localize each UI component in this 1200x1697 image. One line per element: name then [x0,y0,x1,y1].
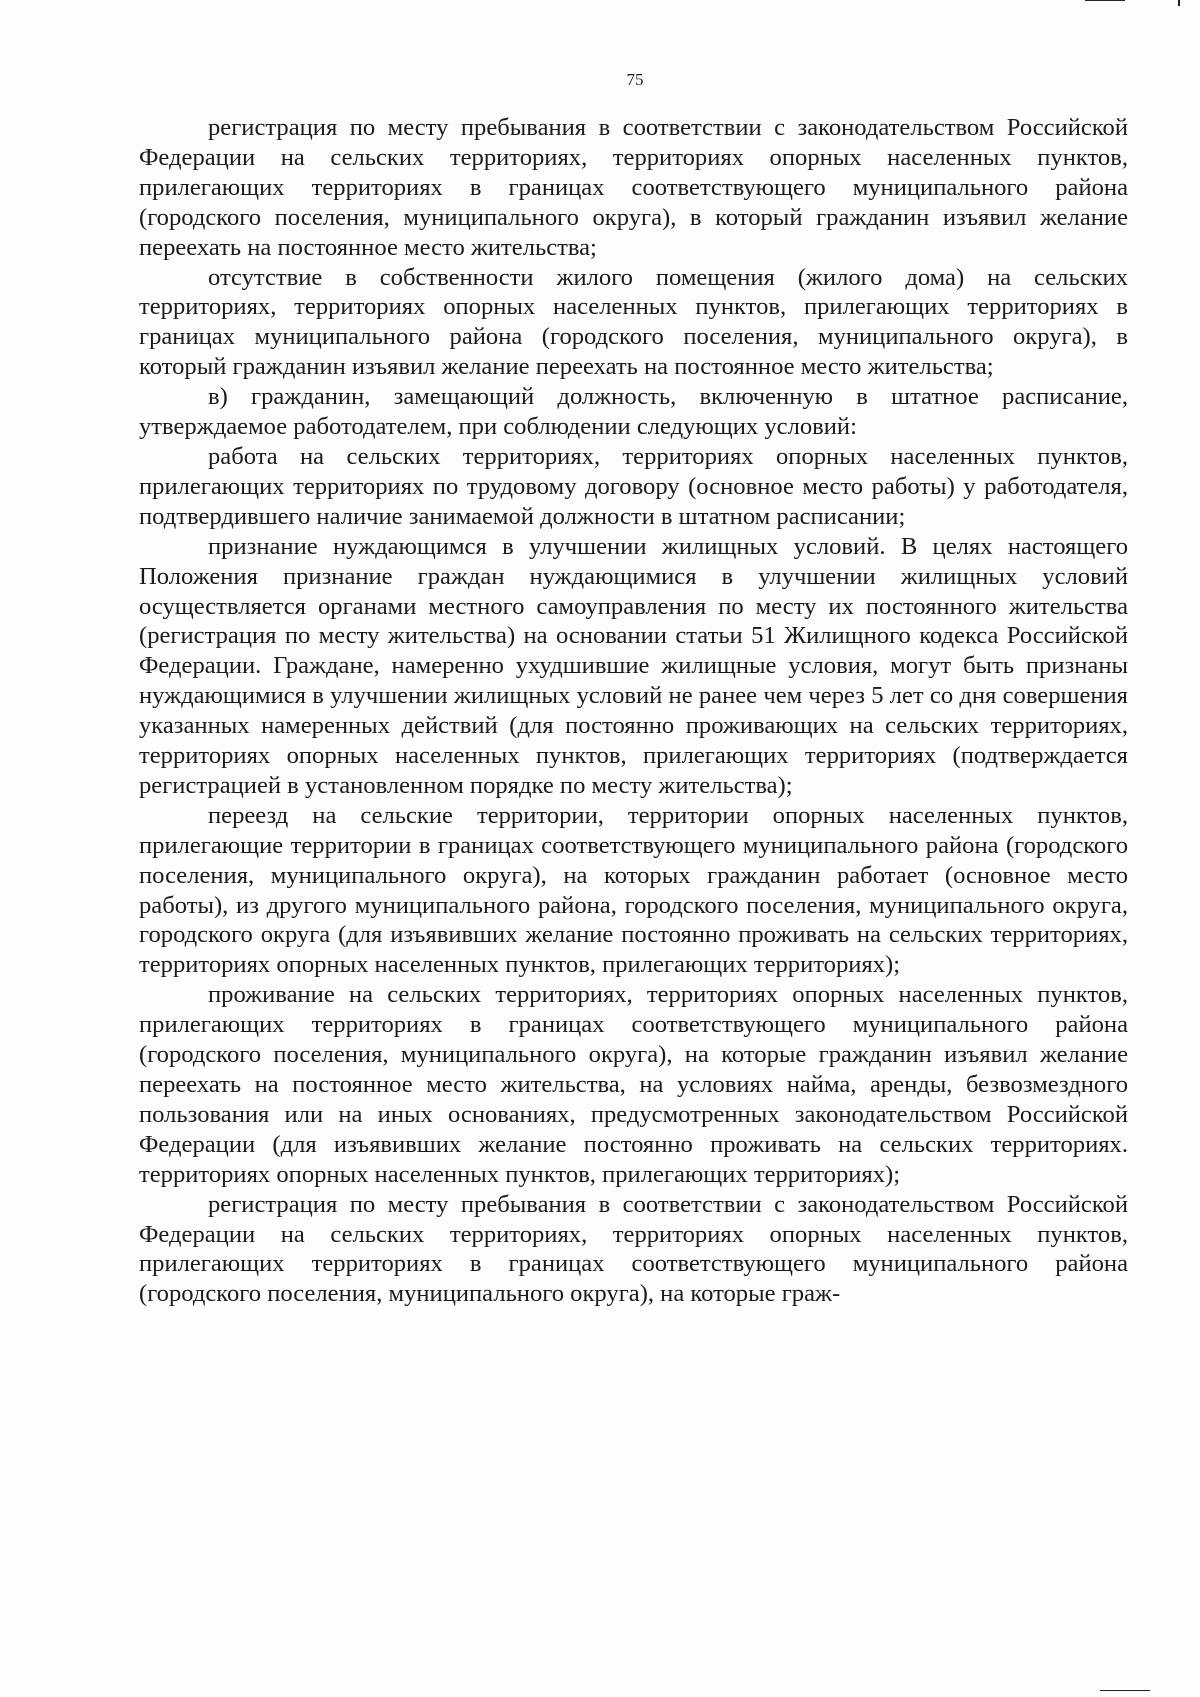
document-body [139,113,1128,1309]
paragraph: признание нуждающимся в улучшении жилищных условий. В целях настоящего Положения признание граждан нуждающимися в улучшении жилищных условий осуществляется органами местного самоуправления по месту их постоянного жительства (регистрация по месту жительства) на основании статьи 51 Жилищного кодекса Российской Федерации. Граждане, намеренно ухудшившие жилищные условия, могут быть признаны нуждающимися в улучшении жилищных условий не ранее чем через 5 лет со дня совершения указанных намеренных действий (для постоянно проживающих на сельских территориях, территориях опорных населенных пунктов, прилегающих территориях (подтверждается регистрацией в установленном порядке по месту жительства); [139,532,1128,799]
paragraph: регистрация по месту пребывания в соответствии с законодательством Российской Федерации на сельских территориях, территориях опорных населенных пунктов, прилегающих территориях в границах соответствующего муниципального района (городского поселения, муниципального округа), в который гражданин изъявил желание переехать на постоянное место жительства; [139,114,1128,261]
page-number: 75 [626,70,644,89]
scan-edge-mark [1178,0,1180,6]
scan-edge-mark [1085,0,1125,1]
paragraph: проживание на сельских территориях, территориях опорных населенных пунктов, прилегающих территориях в границах соответствующего муниципального района (городского поселения, муниципального округа), на которые гражданин изъявил желание переехать на постоянное место жительства, на условиях найма, аренды, безвозмездного пользования или на иных основаниях, предусмотренных законодательством Российской Федерации (для изъявивших желание постоянно проживать на сельских территориях. территориях опорных населенных пунктов, прилегающих территориях); [139,981,1128,1188]
paragraph: отсутствие в собственности жилого помещения (жилого дома) на сельских территориях, территориях опорных населенных пунктов, прилегающих территориях в границах муниципального района (городского поселения, муниципального округа), в который гражданин изъявил желание переехать на постоянное место жительства; [139,263,1128,381]
paragraph: регистрация по месту пребывания в соответствии с законодательством Российской Федерации на сельских территориях, территориях опорных населенных пунктов, прилегающих территориях в границах соответствующего муниципального района (городского поселения, муниципального округа), на которые граж- [139,1190,1128,1308]
paragraph: работа на сельских территориях, территориях опорных населенных пунктов, прилегающих территориях по трудовому договору (основное место работы) у работодателя, подтвердившего наличие занимаемой должности в штатном расписании; [139,442,1128,530]
paragraph: переезд на сельские территории, территории опорных населенных пунктов, прилегающие территории в границах соответствующего муниципального района (городского поселения, муниципального округа), на которых гражданин работает (основное место работы), из другого муниципального района, городского поселения, муниципального округа, городского округа (для изъявивших желание постоянно проживать на сельских территориях, территориях опорных населенных пунктов, прилегающих территориях); [139,801,1128,979]
paragraph: в) гражданин, замещающий должность, включенную в штатное расписание, утверждаемое работодателем, при соблюдении следующих условий: [139,383,1128,441]
scan-edge-mark [1100,1690,1150,1691]
